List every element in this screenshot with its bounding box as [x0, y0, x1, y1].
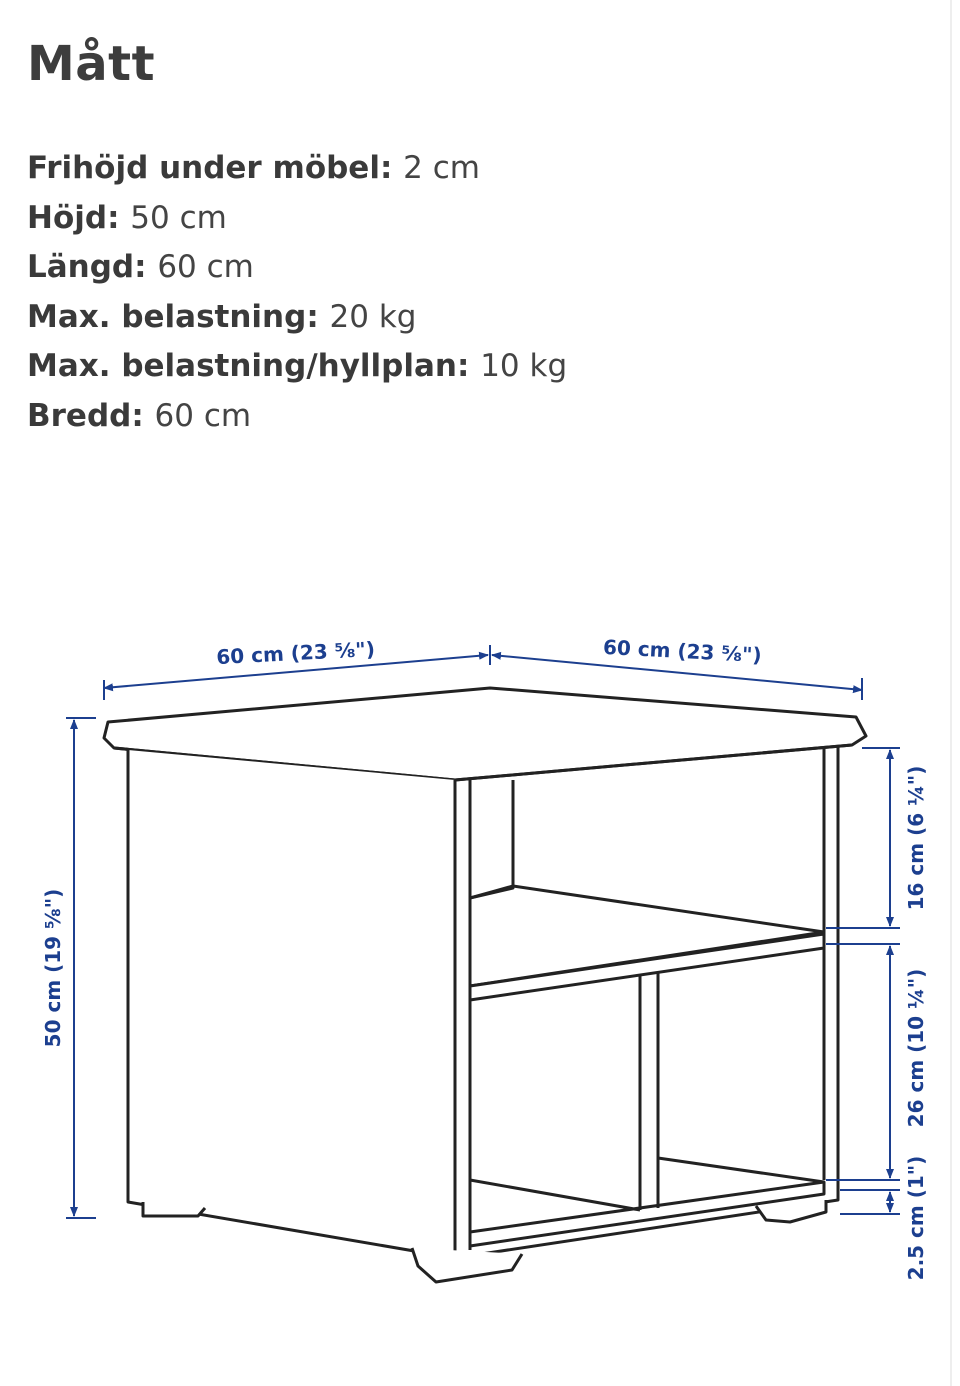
side-table-outline — [104, 688, 866, 1282]
spec-row-max-load: Max. belastning: 20 kg — [27, 298, 417, 335]
middle-shelf-front — [470, 934, 824, 1000]
width-label: 60 cm (23 ⅝") — [602, 634, 763, 668]
spec-value: 50 cm — [130, 199, 227, 236]
spec-value: 20 kg — [329, 298, 417, 335]
spec-row-height: Höjd: 50 cm — [27, 199, 227, 236]
spec-list — [27, 146, 567, 443]
length-label: 60 cm (23 ⅝") — [215, 636, 376, 670]
spec-label: Bredd — [27, 397, 132, 434]
spec-label: Höjd — [27, 199, 108, 236]
spec-value: 60 cm — [157, 249, 254, 285]
spec-label: Max. belastning — [27, 298, 307, 335]
back-upper-divider — [470, 780, 513, 898]
spec-value: 60 cm — [154, 397, 252, 434]
spec-row-max-load-shelf: Max. belastning/hyllplan: 10 kg — [27, 348, 568, 384]
lower-compartment-label: 26 cm (10 ¼") — [904, 968, 928, 1128]
spec-value: 10 kg — [480, 348, 568, 384]
spec-row-length: Längd: 60 cm — [27, 249, 254, 285]
section-title: Mått — [27, 36, 156, 92]
spec-row-clearance: Frihöjd under möbel: 2 cm — [27, 150, 480, 186]
lower-divider — [640, 972, 658, 1210]
top-shelf-label: 16 cm (6 ¼") — [904, 765, 928, 911]
bottom-shelf — [470, 1158, 824, 1246]
left-side-panel — [128, 750, 455, 1258]
spec-label: Längd — [27, 249, 135, 285]
spec-label: Max. belastning/hyllplan — [27, 348, 457, 384]
clearance-label: 2.5 cm (1") — [904, 1155, 928, 1281]
spec-row-width: Bredd: 60 cm — [27, 397, 252, 434]
height-label: 50 cm (19 ⅝") — [41, 888, 65, 1048]
foot-front-left — [412, 1248, 522, 1282]
table-dimension-drawing — [0, 560, 960, 1360]
spec-value: 2 cm — [403, 150, 480, 186]
spec-label: Frihöjd under möbel — [27, 150, 380, 186]
